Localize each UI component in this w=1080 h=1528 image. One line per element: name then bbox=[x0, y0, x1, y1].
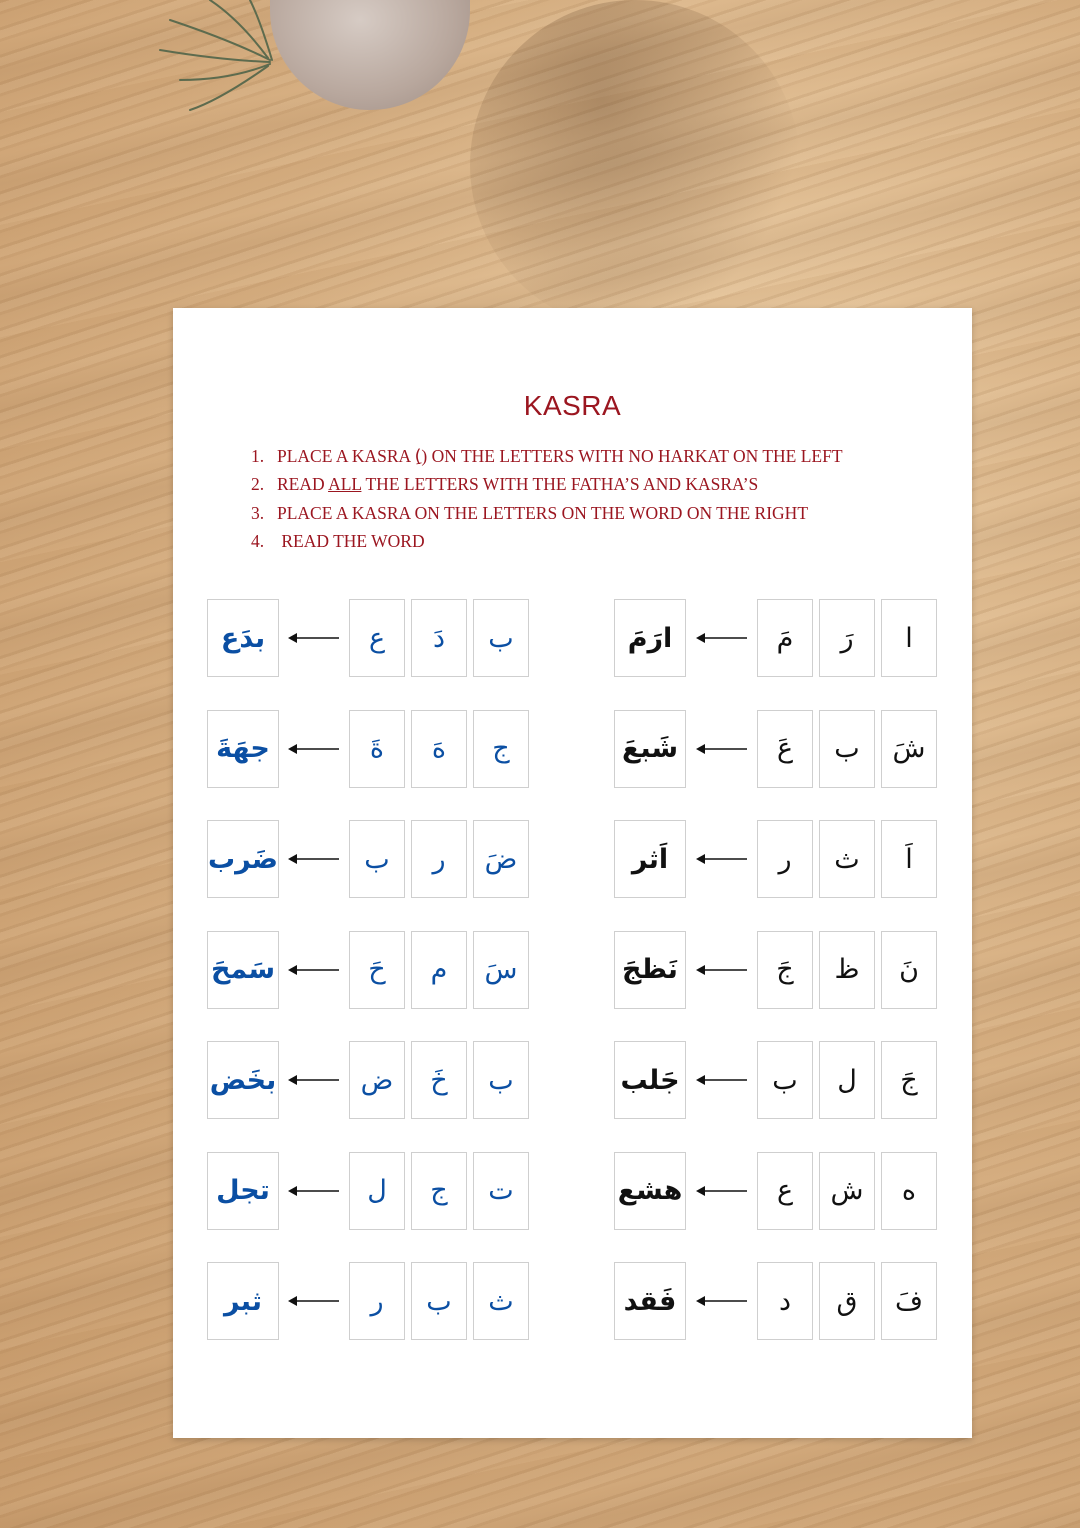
vase-shadow bbox=[470, 0, 800, 330]
arrow-left-icon bbox=[287, 1070, 341, 1090]
left-letter-box[interactable]: ض bbox=[349, 1041, 405, 1119]
left-letter-box[interactable]: هَ bbox=[411, 710, 467, 788]
left-letter-box[interactable]: ث bbox=[473, 1262, 529, 1340]
right-letter-box[interactable]: عَ bbox=[757, 710, 813, 788]
worksheet-title: KASRA bbox=[523, 390, 622, 421]
right-letter-box[interactable]: نَ bbox=[881, 931, 937, 1009]
left-letter-box[interactable]: ت bbox=[473, 1152, 529, 1230]
left-letter-box[interactable]: ةَ bbox=[349, 710, 405, 788]
right-letter-box[interactable]: رَ bbox=[819, 599, 875, 677]
left-letter-box[interactable]: ب bbox=[349, 820, 405, 898]
left-letter-box[interactable]: ع bbox=[349, 599, 405, 677]
arrow-left-icon bbox=[287, 1181, 341, 1201]
left-word-box[interactable]: بدَع bbox=[207, 599, 279, 677]
left-word-box[interactable]: تجل bbox=[207, 1152, 279, 1230]
left-letter-box[interactable]: ر bbox=[411, 820, 467, 898]
right-letter-box[interactable]: شَ bbox=[881, 710, 937, 788]
right-word-box[interactable]: شَبعَ bbox=[614, 710, 686, 788]
instruction-item: 3. PLACE A KASRA ON THE LETTERS ON THE WORD ON THE RIGHT bbox=[251, 502, 809, 523]
right-letter-box[interactable]: ب bbox=[757, 1041, 813, 1119]
right-word-box[interactable]: ارَمَ bbox=[614, 599, 686, 677]
right-letter-box[interactable]: ظ bbox=[819, 931, 875, 1009]
left-letter-box[interactable]: ج bbox=[411, 1152, 467, 1230]
right-letter-box[interactable]: ا bbox=[881, 599, 937, 677]
right-word-box[interactable]: نَظجَ bbox=[614, 931, 686, 1009]
right-letter-box[interactable]: ش bbox=[819, 1152, 875, 1230]
instructions-list bbox=[251, 442, 843, 555]
right-word-box[interactable]: فَقد bbox=[614, 1262, 686, 1340]
arrow-left-icon bbox=[695, 1181, 749, 1201]
left-word-box[interactable]: جهَةَ bbox=[207, 710, 279, 788]
right-letter-box[interactable]: ق bbox=[819, 1262, 875, 1340]
left-letter-box[interactable]: ب bbox=[473, 1041, 529, 1119]
left-word-box[interactable]: سَمحَ bbox=[207, 931, 279, 1009]
left-letter-box[interactable]: دَ bbox=[411, 599, 467, 677]
left-letter-box[interactable]: ضَ bbox=[473, 820, 529, 898]
right-letter-box[interactable]: ر bbox=[757, 820, 813, 898]
right-letter-box[interactable]: مَ bbox=[757, 599, 813, 677]
left-word-box[interactable]: بخَض bbox=[207, 1041, 279, 1119]
arrow-left-icon bbox=[287, 960, 341, 980]
right-letter-box[interactable]: د bbox=[757, 1262, 813, 1340]
left-letter-box[interactable]: حَ bbox=[349, 931, 405, 1009]
arrow-left-icon bbox=[287, 628, 341, 648]
arrow-left-icon bbox=[287, 849, 341, 869]
arrow-left-icon bbox=[695, 628, 749, 648]
arrow-left-icon bbox=[695, 739, 749, 759]
instruction-item: 4. READ THE WORD bbox=[251, 530, 425, 551]
right-letter-box[interactable]: ع bbox=[757, 1152, 813, 1230]
left-letter-box[interactable]: سَ bbox=[473, 931, 529, 1009]
left-letter-box[interactable]: ب bbox=[473, 599, 529, 677]
plant-icon bbox=[150, 0, 290, 120]
right-word-box[interactable]: هشع bbox=[614, 1152, 686, 1230]
left-word-box[interactable]: ضَرب bbox=[207, 820, 279, 898]
left-letter-box[interactable]: ج bbox=[473, 710, 529, 788]
left-letter-box[interactable]: ر bbox=[349, 1262, 405, 1340]
arrow-left-icon bbox=[695, 849, 749, 869]
instruction-item: 2. READ ALL THE LETTERS WITH THE FATHA’S AND KASRA’S bbox=[251, 474, 759, 495]
left-letter-box[interactable]: ب bbox=[411, 1262, 467, 1340]
left-word-box[interactable]: ثبر bbox=[207, 1262, 279, 1340]
instruction-item: 1. PLACE A KASRA (ِ) ON THE LETTERS WITH NO HARKAT ON THE LEFT bbox=[251, 446, 843, 466]
right-letter-box[interactable]: جَ bbox=[757, 931, 813, 1009]
left-letter-box[interactable]: خَ bbox=[411, 1041, 467, 1119]
arrow-left-icon bbox=[695, 960, 749, 980]
arrow-left-icon bbox=[695, 1291, 749, 1311]
arrow-left-icon bbox=[695, 1070, 749, 1090]
right-word-box[interactable]: جَلب bbox=[614, 1041, 686, 1119]
right-letter-box[interactable]: ل bbox=[819, 1041, 875, 1119]
worksheet bbox=[173, 308, 972, 1438]
right-letter-box[interactable]: جَ bbox=[881, 1041, 937, 1119]
right-letter-box[interactable]: ه bbox=[881, 1152, 937, 1230]
right-word-box[interactable]: اَثر bbox=[614, 820, 686, 898]
arrow-left-icon bbox=[287, 739, 341, 759]
right-letter-box[interactable]: اَ bbox=[881, 820, 937, 898]
right-letter-box[interactable]: فَ bbox=[881, 1262, 937, 1340]
arrow-left-icon bbox=[287, 1291, 341, 1311]
vase bbox=[270, 0, 470, 110]
left-letter-box[interactable]: م bbox=[411, 931, 467, 1009]
right-letter-box[interactable]: ب bbox=[819, 710, 875, 788]
right-letter-box[interactable]: ث bbox=[819, 820, 875, 898]
left-letter-box[interactable]: ل bbox=[349, 1152, 405, 1230]
